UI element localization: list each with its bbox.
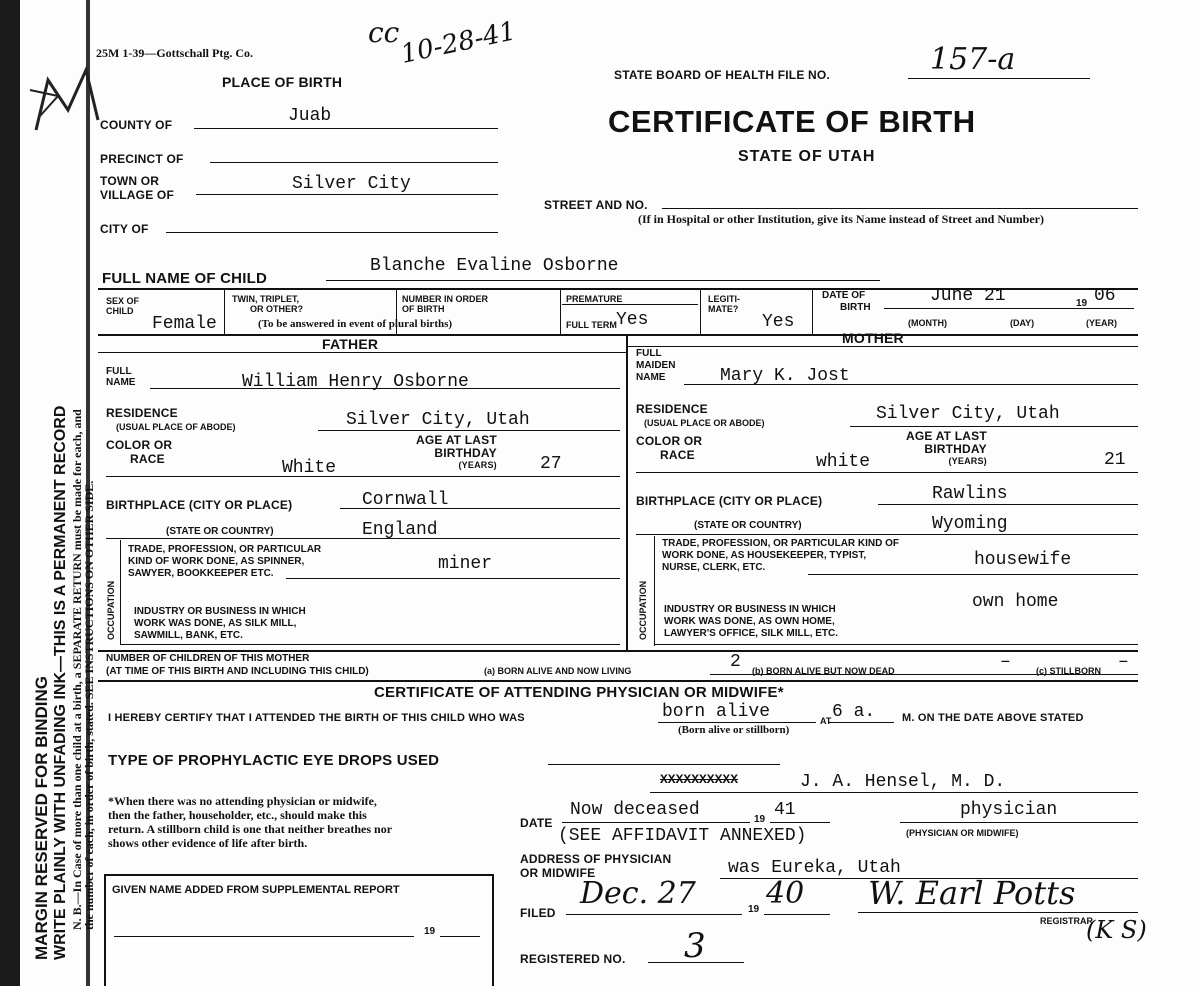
- date-year-prefix: 19: [754, 814, 766, 825]
- registered-no-value: 3: [684, 926, 706, 966]
- certificate-title: CERTIFICATE OF BIRTH: [608, 104, 976, 139]
- mother-trade-value: housewife: [974, 550, 1072, 570]
- mother-state-value: Wyoming: [932, 514, 1008, 534]
- footnote: *When there was no attending physician or midwife, then the father, householder, etc., should make this return. A stillborn child is one that neither breathes nor shows other evidence of life after birth.: [108, 794, 393, 850]
- full-term-label: FULL TERM: [566, 320, 617, 330]
- father-residence-label: RESIDENCE: [106, 406, 178, 420]
- date-year-value: 41: [774, 800, 796, 820]
- premature-label: PREMATURE: [566, 294, 623, 304]
- father-state-label: (STATE OR COUNTRY): [166, 526, 274, 537]
- address-label: ADDRESS OF PHYSICIAN OR MIDWIFE: [520, 852, 672, 880]
- mother-residence-sub: (USUAL PLACE OR ABODE): [644, 418, 765, 428]
- father-state-value: England: [362, 520, 438, 540]
- stillborn-label: (c) STILLBORN: [1036, 666, 1101, 676]
- mother-age-label: AGE AT LAST BIRTHDAY (YEARS): [906, 429, 987, 466]
- affidavit-note: (SEE AFFIDAVIT ANNEXED): [558, 826, 807, 846]
- filed-label: FILED: [520, 906, 556, 920]
- file-no-value: 157-a: [930, 42, 1016, 77]
- father-occupation-label: OCCUPATION: [106, 580, 116, 640]
- year-label: (YEAR): [1086, 318, 1117, 328]
- father-birthplace-value: Cornwall: [362, 490, 449, 510]
- filed-year-prefix: 19: [748, 904, 760, 915]
- mother-name-label: FULL MAIDEN NAME: [636, 348, 676, 383]
- dob-year-value: 06: [1094, 286, 1116, 306]
- date-value: Now deceased: [570, 800, 700, 820]
- margin-binding-text: MARGIN RESERVED FOR BINDING: [32, 676, 51, 960]
- born-alive-living-label: (a) BORN ALIVE AND NOW LIVING: [484, 666, 632, 676]
- father-industry-label: INDUSTRY OR BUSINESS IN WHICH WORK WAS DONE, AS SILK MILL, SAWMILL, BANK, ETC.: [134, 606, 306, 641]
- time-suffix: M. ON THE DATE ABOVE STATED: [902, 712, 1084, 724]
- mother-state-label: (STATE OR COUNTRY): [694, 520, 802, 531]
- mother-name-value: Mary K. Jost: [720, 366, 850, 386]
- role-value: physician: [960, 800, 1058, 820]
- address-value: was Eureka, Utah: [728, 858, 901, 878]
- county-label: COUNTY OF: [100, 118, 173, 132]
- role-label: (PHYSICIAN OR MIDWIFE): [906, 828, 1019, 838]
- mother-age-value: 21: [1104, 450, 1126, 470]
- town-label: TOWN OR VILLAGE OF: [100, 174, 174, 202]
- father-age-value: 27: [540, 454, 562, 474]
- state-subtitle: STATE OF UTAH: [738, 148, 876, 165]
- born-alive-dead-label: (b) BORN ALIVE BUT NOW DEAD: [752, 666, 895, 676]
- margin-ink-text: WRITE PLAINLY WITH UNFADING INK—THIS IS A PERMANENT RECORD: [52, 405, 69, 960]
- mother-color-value: white: [816, 452, 871, 472]
- father-residence-value: Silver City, Utah: [346, 410, 530, 430]
- father-residence-sub: (USUAL PLACE OF ABODE): [116, 422, 236, 432]
- city-label: CITY OF: [100, 222, 149, 236]
- eyedrops-label: TYPE OF PROPHYLACTIC EYE DROPS USED: [108, 752, 440, 769]
- filed-value: Dec. 27: [580, 876, 696, 911]
- margin-note-1: N. B.—In Case of more than one child at a birth, a SEPARATE RETURN must be made for each, and: [70, 409, 84, 930]
- dob-label: DATE OF BIRTH: [822, 290, 871, 313]
- supplemental-year-prefix: 19: [424, 926, 436, 937]
- born-alive-dead-value: –: [1000, 652, 1011, 672]
- registrar-label: REGISTRAR: [1040, 916, 1094, 926]
- day-label: (DAY): [1010, 318, 1035, 328]
- file-no-label: STATE BOARD OF HEALTH FILE NO.: [614, 68, 830, 82]
- binding-edge: [0, 0, 20, 986]
- legitimate-value: Yes: [762, 312, 795, 332]
- time-value: 6 a.: [832, 702, 876, 722]
- father-trade-label: TRADE, PROFESSION, OR PARTICULAR KIND OF WORK DONE, AS SPINNER, SAWYER, BOOKKEEPER ETC.: [128, 544, 322, 579]
- born-status-value: born alive: [662, 702, 771, 722]
- birth-order-label: NUMBER IN ORDER OF BIRTH: [402, 294, 489, 314]
- mother-trade-label: TRADE, PROFESSION, OR PARTICULAR KIND OF WORK DONE, AS HOUSEKEEPER, TYPIST, NURSE, CLERK, ETC.: [662, 538, 900, 573]
- filed-year-value: 40: [766, 876, 805, 911]
- struck-text: XXXXXXXXXX: [660, 772, 739, 787]
- father-age-label: AGE AT LAST BIRTHDAY (YEARS): [416, 433, 497, 470]
- date-label: DATE: [520, 816, 553, 830]
- street-note: (If in Hospital or other Institution, give its Name instead of Street and Number): [638, 212, 1044, 226]
- place-of-birth-heading: PLACE OF BIRTH: [222, 74, 343, 90]
- dob-value: June 21: [930, 286, 1006, 306]
- father-color-label: COLOR OR RACE: [106, 438, 173, 466]
- street-label: STREET AND NO.: [544, 198, 648, 212]
- precinct-label: PRECINCT OF: [100, 152, 184, 166]
- mother-residence-value: Silver City, Utah: [876, 404, 1060, 424]
- physician-heading: CERTIFICATE OF ATTENDING PHYSICIAN OR MIDWIFE*: [374, 684, 784, 701]
- supplemental-label: GIVEN NAME ADDED FROM SUPPLEMENTAL REPORT: [112, 884, 400, 896]
- sex-value: Female: [152, 314, 217, 334]
- mother-birthplace-value: Rawlins: [932, 484, 1008, 504]
- born-alive-living-value: 2: [730, 652, 741, 672]
- mother-heading: MOTHER: [842, 330, 904, 346]
- at-label: AT: [820, 716, 832, 726]
- margin-note-2: the number of each, in order of birth, stated. SEE INSTRUCTIONS ON OTHER SIDE.: [82, 480, 96, 930]
- town-value: Silver City: [292, 174, 411, 194]
- father-color-value: White: [282, 458, 337, 478]
- dob-year-prefix: 19: [1076, 298, 1088, 309]
- children-count-label: NUMBER OF CHILDREN OF THIS MOTHER (AT TIME OF THIS BIRTH AND INCLUDING THIS CHILD): [106, 653, 369, 677]
- certify-text: I HEREBY CERTIFY THAT I ATTENDED THE BIRTH OF THIS CHILD WHO WAS: [108, 712, 525, 724]
- mother-industry-value: own home: [972, 592, 1059, 612]
- twin-label: TWIN, TRIPLET, OR OTHER?: [232, 294, 303, 314]
- month-label: (MONTH): [908, 318, 947, 328]
- physician-signature: J. A. Hensel, M. D.: [800, 772, 1006, 792]
- cc-note-2: 10-28-41: [398, 16, 519, 70]
- registered-no-label: REGISTERED NO.: [520, 952, 626, 966]
- father-name-value: William Henry Osborne: [242, 372, 469, 392]
- born-note: (Born alive or stillborn): [678, 724, 790, 736]
- legitimate-label: LEGITI- MATE?: [708, 294, 740, 314]
- registrar-initials: (K S): [1086, 916, 1147, 944]
- father-heading: FATHER: [322, 336, 379, 352]
- cc-note-1: cc: [368, 16, 400, 49]
- mother-industry-label: INDUSTRY OR BUSINESS IN WHICH WORK WAS DONE, AS OWN HOME, LAWYER'S OFFICE, SILK MILL, ETC.: [664, 604, 839, 639]
- father-name-label: FULL NAME: [106, 366, 136, 388]
- full-term-value: Yes: [616, 310, 649, 330]
- plural-note: (To be answered in event of plural births): [258, 318, 453, 330]
- mother-residence-label: RESIDENCE: [636, 402, 708, 416]
- stillborn-value: –: [1118, 652, 1129, 672]
- registrar-signature: W. Earl Potts: [868, 874, 1076, 912]
- check-mark-icon: [28, 60, 108, 150]
- child-name-label: FULL NAME OF CHILD: [102, 270, 267, 287]
- father-trade-value: miner: [438, 554, 493, 574]
- form-code: 25M 1-39—Gottschall Ptg. Co.: [96, 46, 253, 60]
- sex-label: SEX OF CHILD: [106, 296, 140, 316]
- mother-birthplace-label: BIRTHPLACE (CITY OR PLACE): [636, 494, 823, 508]
- mother-occupation-label: OCCUPATION: [638, 580, 648, 640]
- child-name-value: Blanche Evaline Osborne: [370, 256, 619, 276]
- father-birthplace-label: BIRTHPLACE (CITY OR PLACE): [106, 498, 293, 512]
- mother-color-label: COLOR OR RACE: [636, 434, 703, 462]
- county-value: Juab: [288, 106, 332, 126]
